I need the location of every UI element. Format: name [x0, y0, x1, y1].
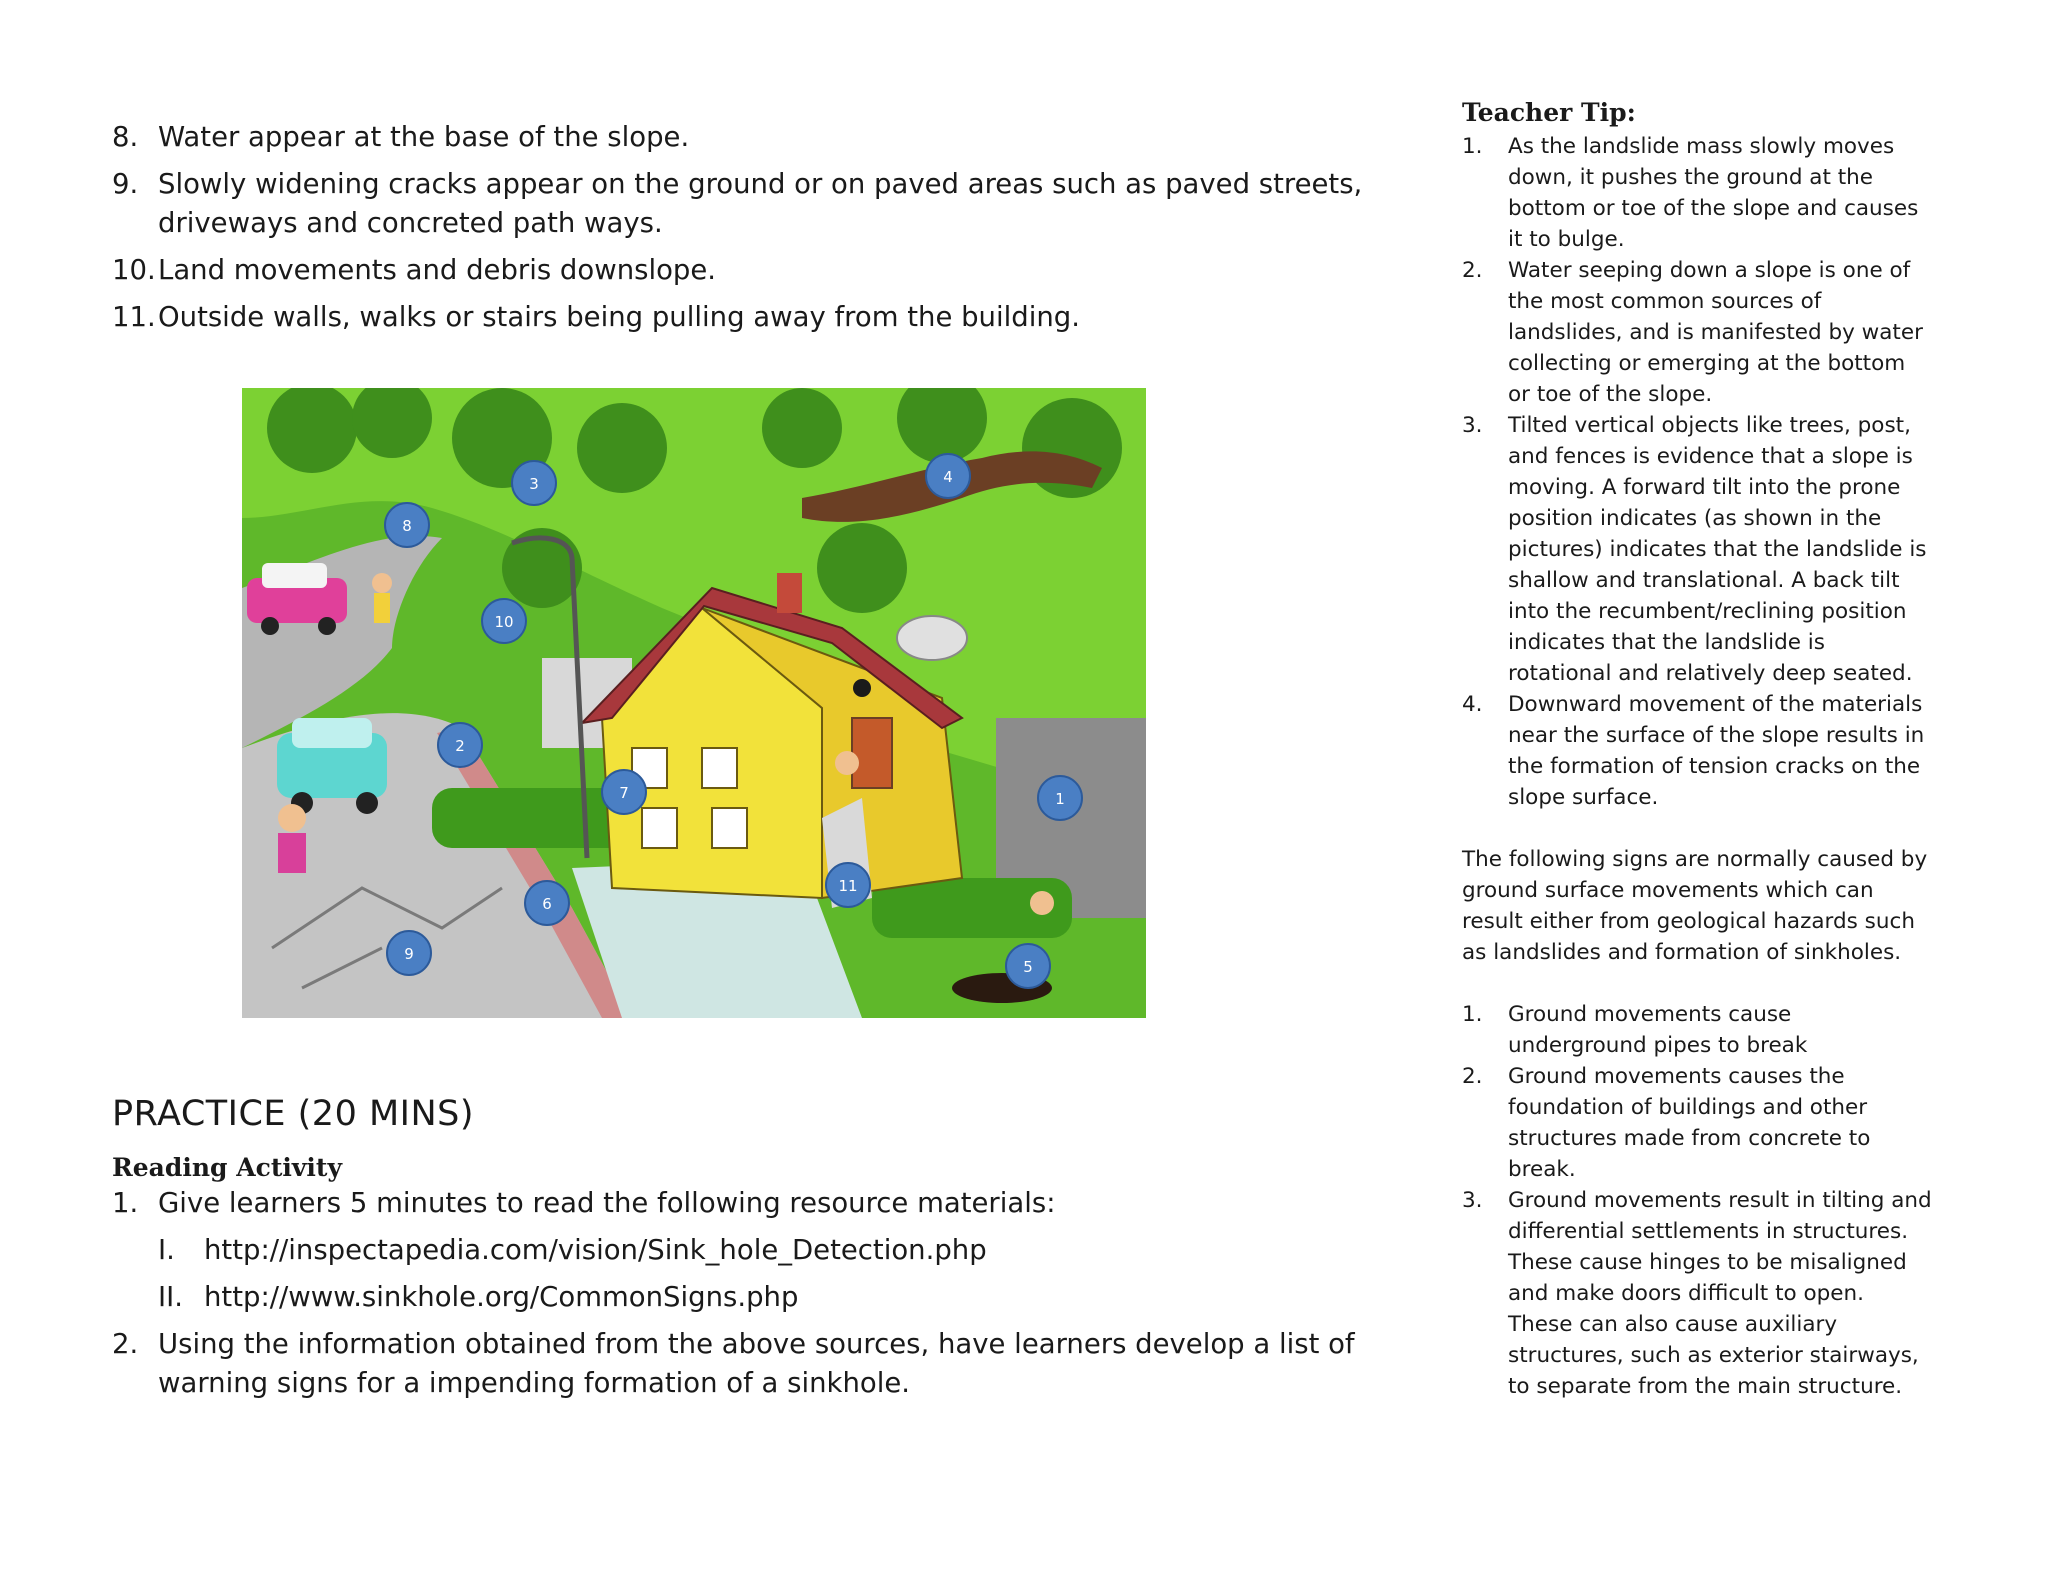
landslide-illustration	[242, 388, 1146, 1018]
list-item	[158, 1231, 1412, 1270]
list-item	[112, 298, 1412, 337]
marker-label: 7	[619, 784, 629, 802]
teacher-tip-heading: Teacher Tip:	[1462, 98, 1636, 127]
marker-label: 8	[402, 517, 412, 535]
warning-signs-list	[112, 118, 1412, 345]
marker-label: 5	[1023, 958, 1033, 976]
item-text: Give learners 5 minutes to read the following resource materials:	[158, 1187, 1056, 1219]
item-number: II.	[158, 1281, 183, 1313]
teacher-tip-paragraph: The following signs are normally caused by ground surface movements which can result either from geological hazards such as landslides and formation of sinkholes.	[1462, 847, 1928, 965]
item-number: 3.	[1462, 1188, 1483, 1213]
marker-label: 3	[529, 475, 539, 493]
marker-label: 6	[542, 895, 552, 913]
person-sinkhole	[1030, 891, 1054, 915]
ground-movement-list	[1462, 999, 1932, 1402]
list-item	[1462, 255, 1932, 410]
marker-5	[1006, 944, 1050, 988]
item-text: As the landslide mass slowly moves down, it pushes the ground at the bottom or toe of the slope and causes it to bulge.	[1508, 134, 1919, 252]
reading-activity-heading: Reading Activity	[112, 1153, 342, 1182]
resource-list	[158, 1231, 1412, 1317]
item-number: 9.	[112, 168, 139, 200]
reading-activity-list	[112, 1184, 1412, 1411]
list-item	[112, 118, 1412, 157]
list-item	[112, 1325, 1412, 1403]
marker-6	[525, 881, 569, 925]
item-number: 4.	[1462, 692, 1483, 717]
item-text: Downward movement of the materials near the surface of the slope results in the formation of tension cracks on the slope surface.	[1508, 692, 1925, 810]
list-item	[1462, 999, 1932, 1061]
person-balcony	[835, 751, 859, 775]
item-number: 1.	[1462, 1002, 1483, 1027]
item-number: 1.	[1462, 134, 1483, 159]
marker-label: 11	[838, 877, 858, 895]
person-walking	[278, 804, 306, 832]
marker-label: 4	[943, 468, 953, 486]
person-upper	[372, 573, 392, 593]
teacher-tip-list	[1462, 131, 1932, 813]
list-item	[112, 165, 1412, 243]
resource-url: http://www.sinkhole.org/CommonSigns.php	[204, 1281, 799, 1313]
list-item	[158, 1278, 1412, 1317]
marker-11	[826, 863, 870, 907]
item-text: Ground movements cause underground pipes to break	[1508, 1002, 1808, 1058]
item-number: 10.	[112, 254, 156, 286]
marker-label: 9	[404, 945, 414, 963]
marker-8	[385, 503, 429, 547]
item-number: 2.	[1462, 258, 1483, 283]
list-item	[1462, 131, 1932, 255]
marker-10	[482, 599, 526, 643]
item-text: Outside walls, walks or stairs being pulling away from the building.	[158, 301, 1080, 333]
teacher-tip-panel	[1462, 96, 1932, 1402]
list-item	[1462, 689, 1932, 813]
marker-label: 1	[1055, 790, 1065, 808]
marker-1	[1038, 776, 1082, 820]
marker-9	[387, 931, 431, 975]
marker-3	[512, 461, 556, 505]
practice-heading: PRACTICE (20 MINS)	[112, 1094, 475, 1134]
marker-4	[926, 454, 970, 498]
list-item	[1462, 1061, 1932, 1185]
item-number: 2.	[112, 1328, 139, 1360]
resource-url: http://inspectapedia.com/vision/Sink_hole_Detection.php	[204, 1234, 987, 1266]
item-number: 11.	[112, 301, 156, 333]
item-text: Ground movements causes the foundation of buildings and other structures made from concrete to break.	[1508, 1064, 1871, 1182]
item-text: Tilted vertical objects like trees, post, and fences is evidence that a slope is moving. A forward tilt into the prone position indicates (as shown in the pictures) indicates that the landslide is shallow and translational. A back tilt into the recumbent/reclining position indicates that the landslide is rotational and relatively deep seated.	[1508, 413, 1927, 686]
item-number: 3.	[1462, 413, 1483, 438]
person-upper-body	[374, 593, 390, 623]
marker-label: 10	[494, 613, 514, 631]
marker-2	[438, 723, 482, 767]
list-item	[112, 1184, 1412, 1317]
marker-7	[602, 770, 646, 814]
satellite-dish	[897, 616, 967, 660]
list-item	[1462, 1185, 1932, 1402]
item-number: 1.	[112, 1187, 139, 1219]
marker-label: 2	[455, 737, 465, 755]
item-text: Water appear at the base of the slope.	[158, 121, 690, 153]
item-number: 2.	[1462, 1064, 1483, 1089]
item-text: Water seeping down a slope is one of the most common sources of landslides, and is manifested by water collecting or emerging at the bottom or toe of the slope.	[1508, 258, 1923, 407]
item-text: Land movements and debris downslope.	[158, 254, 717, 286]
item-text: Slowly widening cracks appear on the ground or on paved areas such as paved streets, driveways and concreted path ways.	[158, 168, 1363, 239]
item-number: 8.	[112, 121, 139, 153]
list-item	[1462, 410, 1932, 689]
item-number: I.	[158, 1234, 175, 1266]
item-text: Ground movements result in tilting and differential settlements in structures. These cause hinges to be misaligned and make doors difficult to open. These can also cause auxiliary structures, such as exterior stairways, to separate from the main structure.	[1508, 1188, 1932, 1399]
person-walking-body	[278, 833, 306, 873]
list-item	[112, 251, 1412, 290]
item-text: Using the information obtained from the above sources, have learners develop a list of warning signs for a impending formation of a sinkhole.	[158, 1328, 1355, 1399]
